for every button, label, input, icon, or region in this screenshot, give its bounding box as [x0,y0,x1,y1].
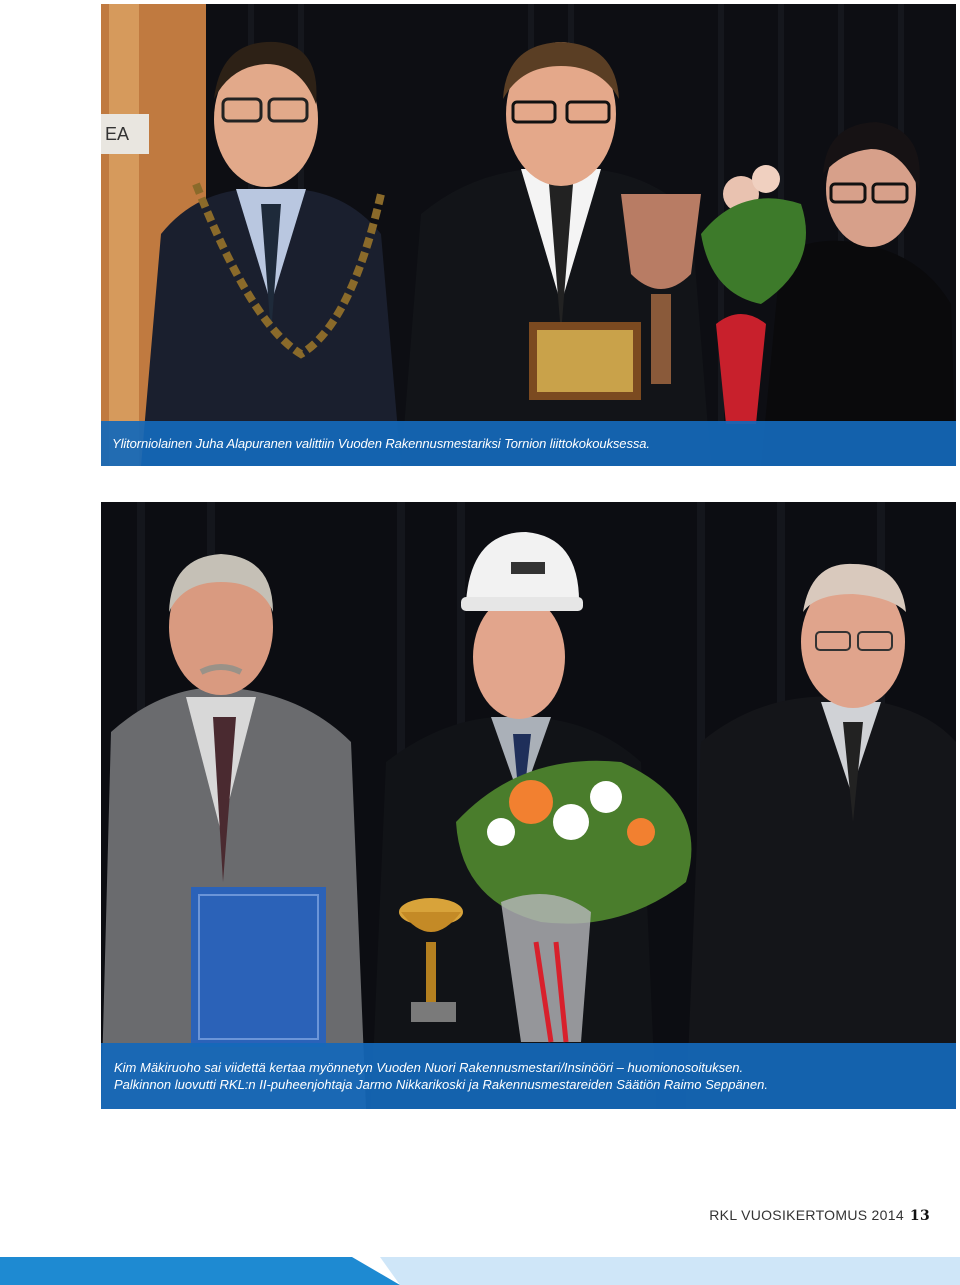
photo-illustration-1 [101,4,956,466]
photo-illustration-2 [101,502,956,1109]
photo-caption-1 [101,421,956,466]
footer-title: RKL VUOSIKERTOMUS 2014 [709,1207,904,1223]
footer-band-light [380,1257,960,1285]
photo-award-ceremony-1 [101,4,956,466]
footer-band-dark [0,1257,400,1285]
caption-line-1: Kim Mäkiruoho sai viidettä kertaa myönnetyn Vuoden Nuori Rakennusmestari/Insinööri – huomionosoituksen. [114,1060,744,1075]
page-number: 13 [909,1208,930,1224]
caption-line-2: Palkinnon luovutti RKL:n II-puheenjohtaja Jarmo Nikkarikoski ja Rakennusmestareiden Säätiön Raimo Seppänen. [114,1077,768,1092]
photo-caption-2 [101,1043,956,1109]
caption-text: Ylitorniolainen Juha Alapuranen valittiin Vuoden Rakennusmestariksi Tornion liittokokouksessa. [112,436,650,451]
page-footer [709,1207,930,1224]
photo-award-ceremony-2 [101,502,956,1109]
svg-text:EA: EA [105,124,130,144]
